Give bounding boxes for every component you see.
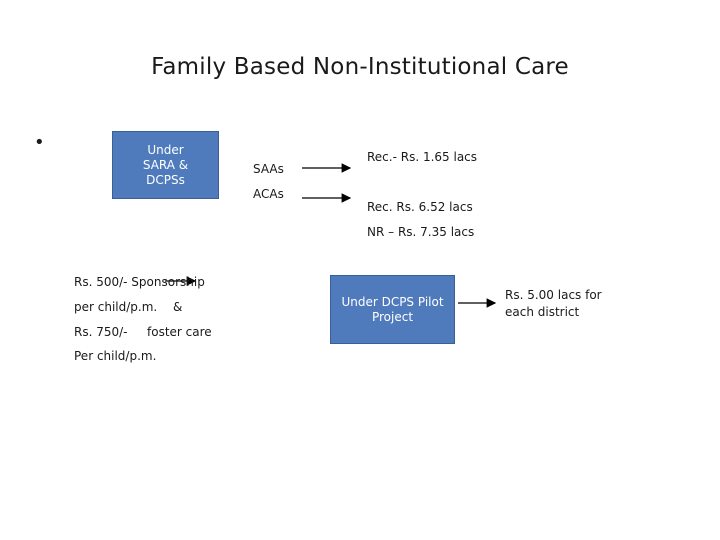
district-line-1: Rs. 5.00 lacs for bbox=[505, 288, 602, 302]
sara-box-line-3: DCPSs bbox=[146, 172, 185, 187]
sponsorship-line-3b: foster care bbox=[147, 325, 212, 339]
district-line-2: each district bbox=[505, 305, 580, 319]
pilot-box-line-2: Project bbox=[371, 309, 414, 324]
rec-amount-2: Rec. Rs. 6.52 lacs bbox=[367, 200, 473, 214]
sara-box-line-2: SARA & bbox=[142, 157, 189, 172]
bullet-marker: • bbox=[34, 132, 45, 153]
sponsorship-line-4: Per child/p.m. bbox=[74, 349, 157, 363]
sponsorship-line-2a: per child/p.m. bbox=[74, 300, 158, 314]
sponsorship-line-2b: & bbox=[173, 300, 183, 314]
page-title: Family Based Non-Institutional Care bbox=[151, 54, 569, 80]
pilot-box-line-1: Under DCPS Pilot bbox=[341, 294, 444, 309]
nr-amount: NR – Rs. 7.35 lacs bbox=[367, 225, 475, 239]
dcps-pilot-box bbox=[330, 275, 455, 344]
sponsorship-line-1: Rs. 500/- Sponsorship bbox=[74, 275, 205, 289]
aca-label: ACAs bbox=[253, 187, 284, 201]
rec-amount-1: Rec.- Rs. 1.65 lacs bbox=[367, 150, 478, 164]
sara-box-line-1: Under bbox=[147, 142, 184, 157]
sponsorship-line-3a: Rs. 750/- bbox=[74, 325, 128, 339]
saa-label: SAAs bbox=[253, 162, 284, 176]
